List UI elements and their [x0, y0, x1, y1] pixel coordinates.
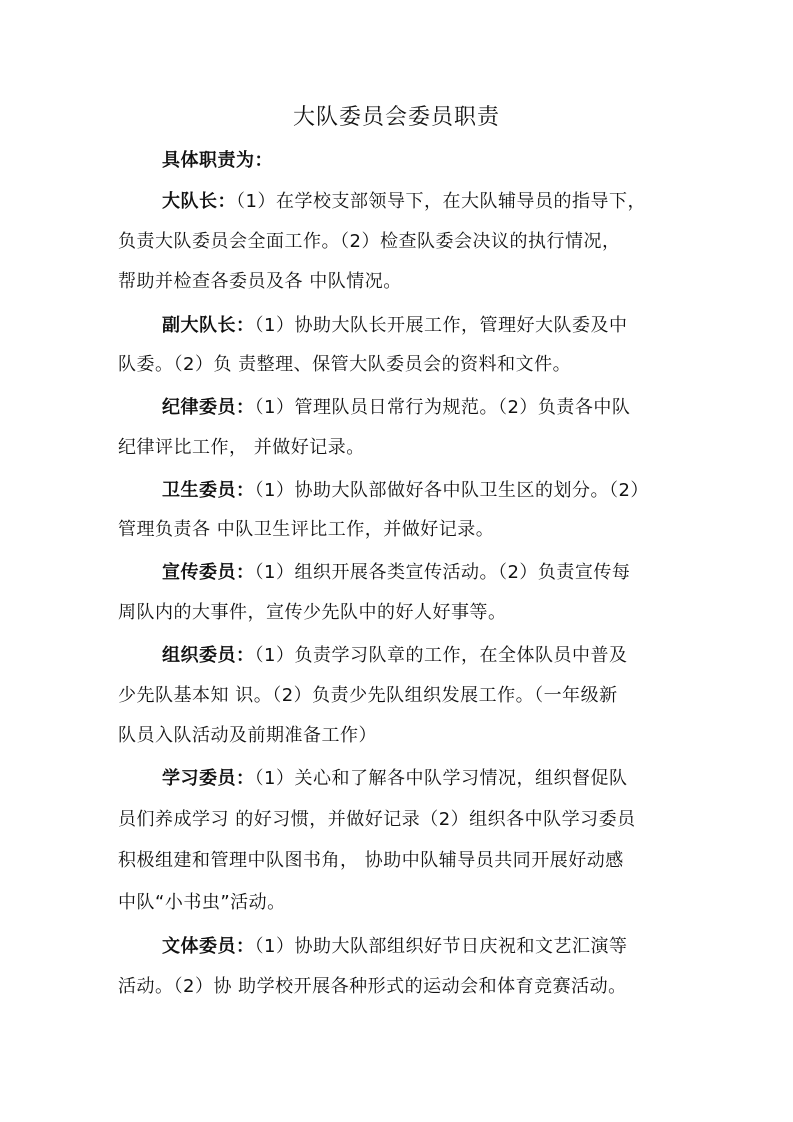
- role-label: 纪律委员：: [162, 397, 255, 418]
- role-label: 副大队长：: [162, 315, 255, 336]
- paragraph-line: 中队“小书虫”活动。: [118, 892, 286, 913]
- role-label: 文体委员：: [162, 936, 255, 957]
- paragraph-line: 积极组建和管理中队图书角， 协助中队辅导员共同开展好动感: [118, 850, 624, 871]
- role-label: 卫生委员：: [162, 480, 255, 501]
- role-label: 学习委员：: [162, 768, 255, 789]
- paragraph-line: 负责大队委员会全面工作。（2）检查队委会决议的执行情况，: [118, 231, 621, 252]
- paragraph-line: 学习委员：（1）关心和了解各中队学习情况，组织督促队: [162, 768, 628, 789]
- paragraph-line: 队员入队活动及前期准备工作）: [118, 725, 377, 746]
- paragraph-line: 队委。（2）负 责整理、保管大队委员会的资料和文件。: [118, 354, 572, 375]
- paragraph-line: 文体委员：（1）协助大队部组织好节日庆祝和文艺汇演等: [162, 936, 628, 957]
- paragraph-line: 卫生委员：（1）协助大队部做好各中队卫生区的划分。（2）: [162, 480, 649, 501]
- paragraph-line: 组织委员：（1）负责学习队章的工作，在全体队员中普及: [162, 645, 628, 666]
- role-label: 组织委员：: [162, 645, 255, 666]
- paragraph-line: 副大队长：（1）协助大队长开展工作，管理好大队委及中: [162, 315, 628, 336]
- paragraph-line: 帮助并检查各委员及各 中队情况。: [118, 271, 402, 292]
- paragraph-line: 周队内的大事件，宣传少先队中的好人好事等。: [118, 602, 507, 623]
- paragraph-line: 员们养成学习 的好习惯，并做好记录（2）组织各中队学习委员: [118, 809, 636, 830]
- role-label: 大队长：: [162, 191, 236, 212]
- paragraph-line: 纪律委员：（1）管理队员日常行为规范。（2）负责各中队: [162, 397, 631, 418]
- role-label: 宣传委员：: [162, 562, 255, 583]
- paragraph-line: 少先队基本知 识。（2）负责少先队组织发展工作。（一年级新: [118, 685, 618, 706]
- page-title: 大队委员会委员职责: [292, 105, 500, 130]
- paragraph-line: 大队长：（1）在学校支部领导下，在大队辅导员的指导下，: [162, 191, 646, 212]
- paragraph-line: 管理负责各 中队卫生评比工作，并做好记录。: [118, 519, 495, 540]
- paragraph-line: 活动。（2）协 助学校开展各种形式的运动会和体育竞赛活动。: [118, 976, 627, 997]
- intro-text: 具体职责为：: [162, 150, 273, 171]
- paragraph-line: 纪律评比工作， 并做好记录。: [118, 437, 365, 458]
- paragraph-line: 宣传委员：（1）组织开展各类宣传活动。（2）负责宣传每: [162, 562, 631, 583]
